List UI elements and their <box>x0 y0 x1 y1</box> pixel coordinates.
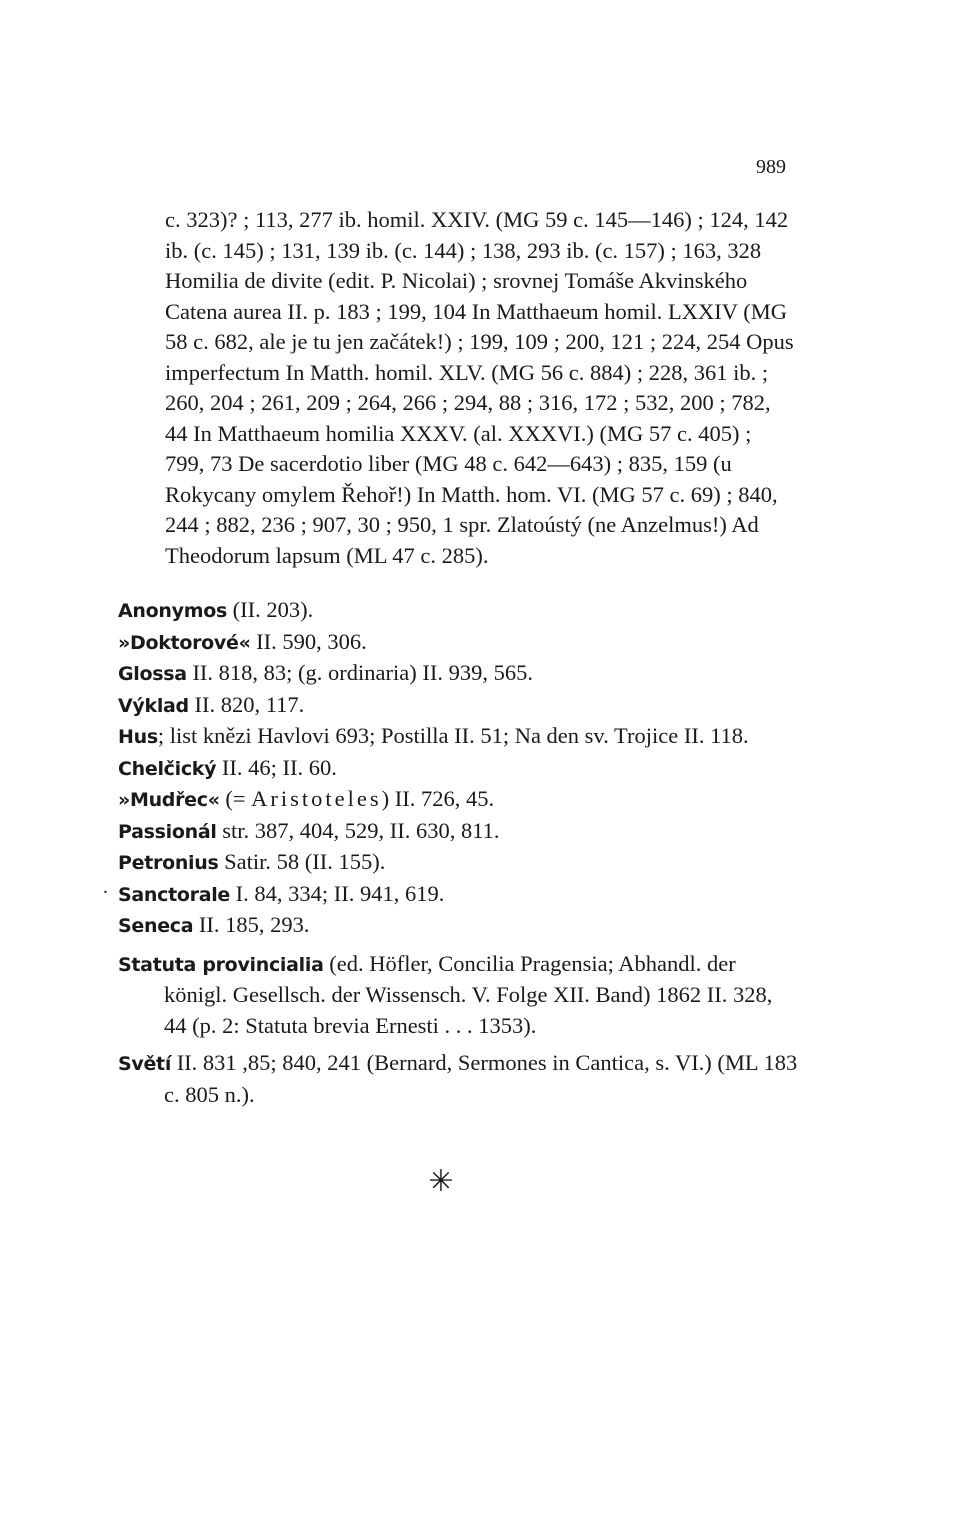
index-entry <box>118 658 798 690</box>
entry-text: II. 818, 83; (g. ordinaria) II. 939, 565. <box>186 660 533 685</box>
entry-text: ; list knězi Havlovi 693; Postilla II. 51; Na den sv. Trojice II. 118. <box>157 723 749 748</box>
index-entry <box>118 595 798 627</box>
index-entry <box>118 949 798 1042</box>
entry-heading: »Doktorové« <box>118 631 251 654</box>
entry-heading: Hus <box>118 726 158 748</box>
entry-text-after: ) II. 726, 45. <box>381 786 495 811</box>
entry-text: II. 185, 293. <box>193 912 310 937</box>
index-entry <box>118 627 798 659</box>
entry-heading: Passionál <box>118 820 217 843</box>
entry-spaced-text: Aristoteles <box>251 786 382 811</box>
stray-mark: . <box>103 876 108 898</box>
entry-heading: Výklad <box>118 694 189 717</box>
entry-heading: Sanctorale <box>118 883 231 906</box>
index-entry <box>118 910 798 942</box>
index-entry <box>118 879 798 911</box>
entry-heading: »Mudřec« <box>118 789 220 811</box>
continued-entry-text: c. 323)? ; 113, 277 ib. homil. XXIV. (MG 59 c. 145—146) ; 124, 142 ib. (c. 145) ; 131, 139 ib. (c. 144) ; 138, 293 ib. (c. 157) ; 163, 328 Homilia de divite (edit. P. Nicolai) ; srovnej Tomáše Akvinského Catena aurea II. p. 183 ; 199, 104 In Matthaeum homil. LXXIV (MG 58 c. 682, ale je tu jen začátek!) ; 199, 109 ; 200, 121 ; 224, 254 Opus imperfectum In Matth. homil. XLV. (MG 56 c. 884) ; 228, 361 ib. ; 260, 204 ; 261, 209 ; 264, 266 ; 294, 88 ; 316, 172 ; 532, 200 ; 782, 44 In Matthaeum homilia XXXV. (al. XXXVI.) (MG 57 c. 405) ; 799, 73 De sacerdotio liber (MG 48 c. 642—643) ; 835, 159 (u Rokycany omylem Řehoř!) In Matth. hom. VI. (MG 57 c. 69) ; 840, 244 ; 882, 236 ; 907, 30 ; 950, 1 spr. Zlatoústý (ne Anzelmus!) Ad Theodorum lapsum (ML 47 c. 285). <box>165 207 794 568</box>
index-entries <box>118 595 798 1110</box>
entry-heading: Světí <box>118 1053 172 1075</box>
entry-text: II. 46; II. 60. <box>216 754 337 780</box>
entry-text: str. 387, 404, 529, II. 630, 811. <box>216 817 500 843</box>
entry-text: (ed. Höfler, Concilia Pragensia; Abhandl. der königl. Gesellsch. der Wissensch. V. Folge XII. Band) 1862 II. 328, 44 (p. 2: Statuta brevia Ernesti . . . 1353). <box>164 950 773 1038</box>
entry-text: I. 84, 334; II. 941, 619. <box>230 880 445 906</box>
index-entry <box>118 784 798 816</box>
entry-text: (II. 203). <box>226 597 314 622</box>
index-entry <box>118 721 798 753</box>
index-entry <box>118 1048 798 1110</box>
entry-text: (= <box>219 786 252 811</box>
entry-text: II. 590, 306. <box>250 628 367 654</box>
entry-heading: Statuta provincialia <box>118 953 324 976</box>
entry-heading: Chelčický <box>118 757 217 780</box>
entry-heading: Glossa <box>118 663 187 685</box>
entry-heading: Anonymos <box>118 600 227 622</box>
entry-text: Satir. 58 (II. 155). <box>218 849 386 874</box>
entry-text: II. 820, 117. <box>188 691 305 717</box>
entry-heading: Seneca <box>118 915 194 937</box>
index-entry <box>118 690 798 722</box>
index-entry <box>118 847 798 879</box>
index-entry <box>118 816 798 848</box>
page-number: 989 <box>756 156 786 178</box>
index-entry <box>118 753 798 785</box>
entry-heading: Petronius <box>118 852 219 874</box>
entry-text: II. 831 ,85; 840, 241 (Bernard, Sermones in Cantica, s. VI.) (ML 183 c. 805 n.). <box>164 1050 798 1107</box>
asterisk-ornament-icon: ✳ <box>428 1164 454 1199</box>
